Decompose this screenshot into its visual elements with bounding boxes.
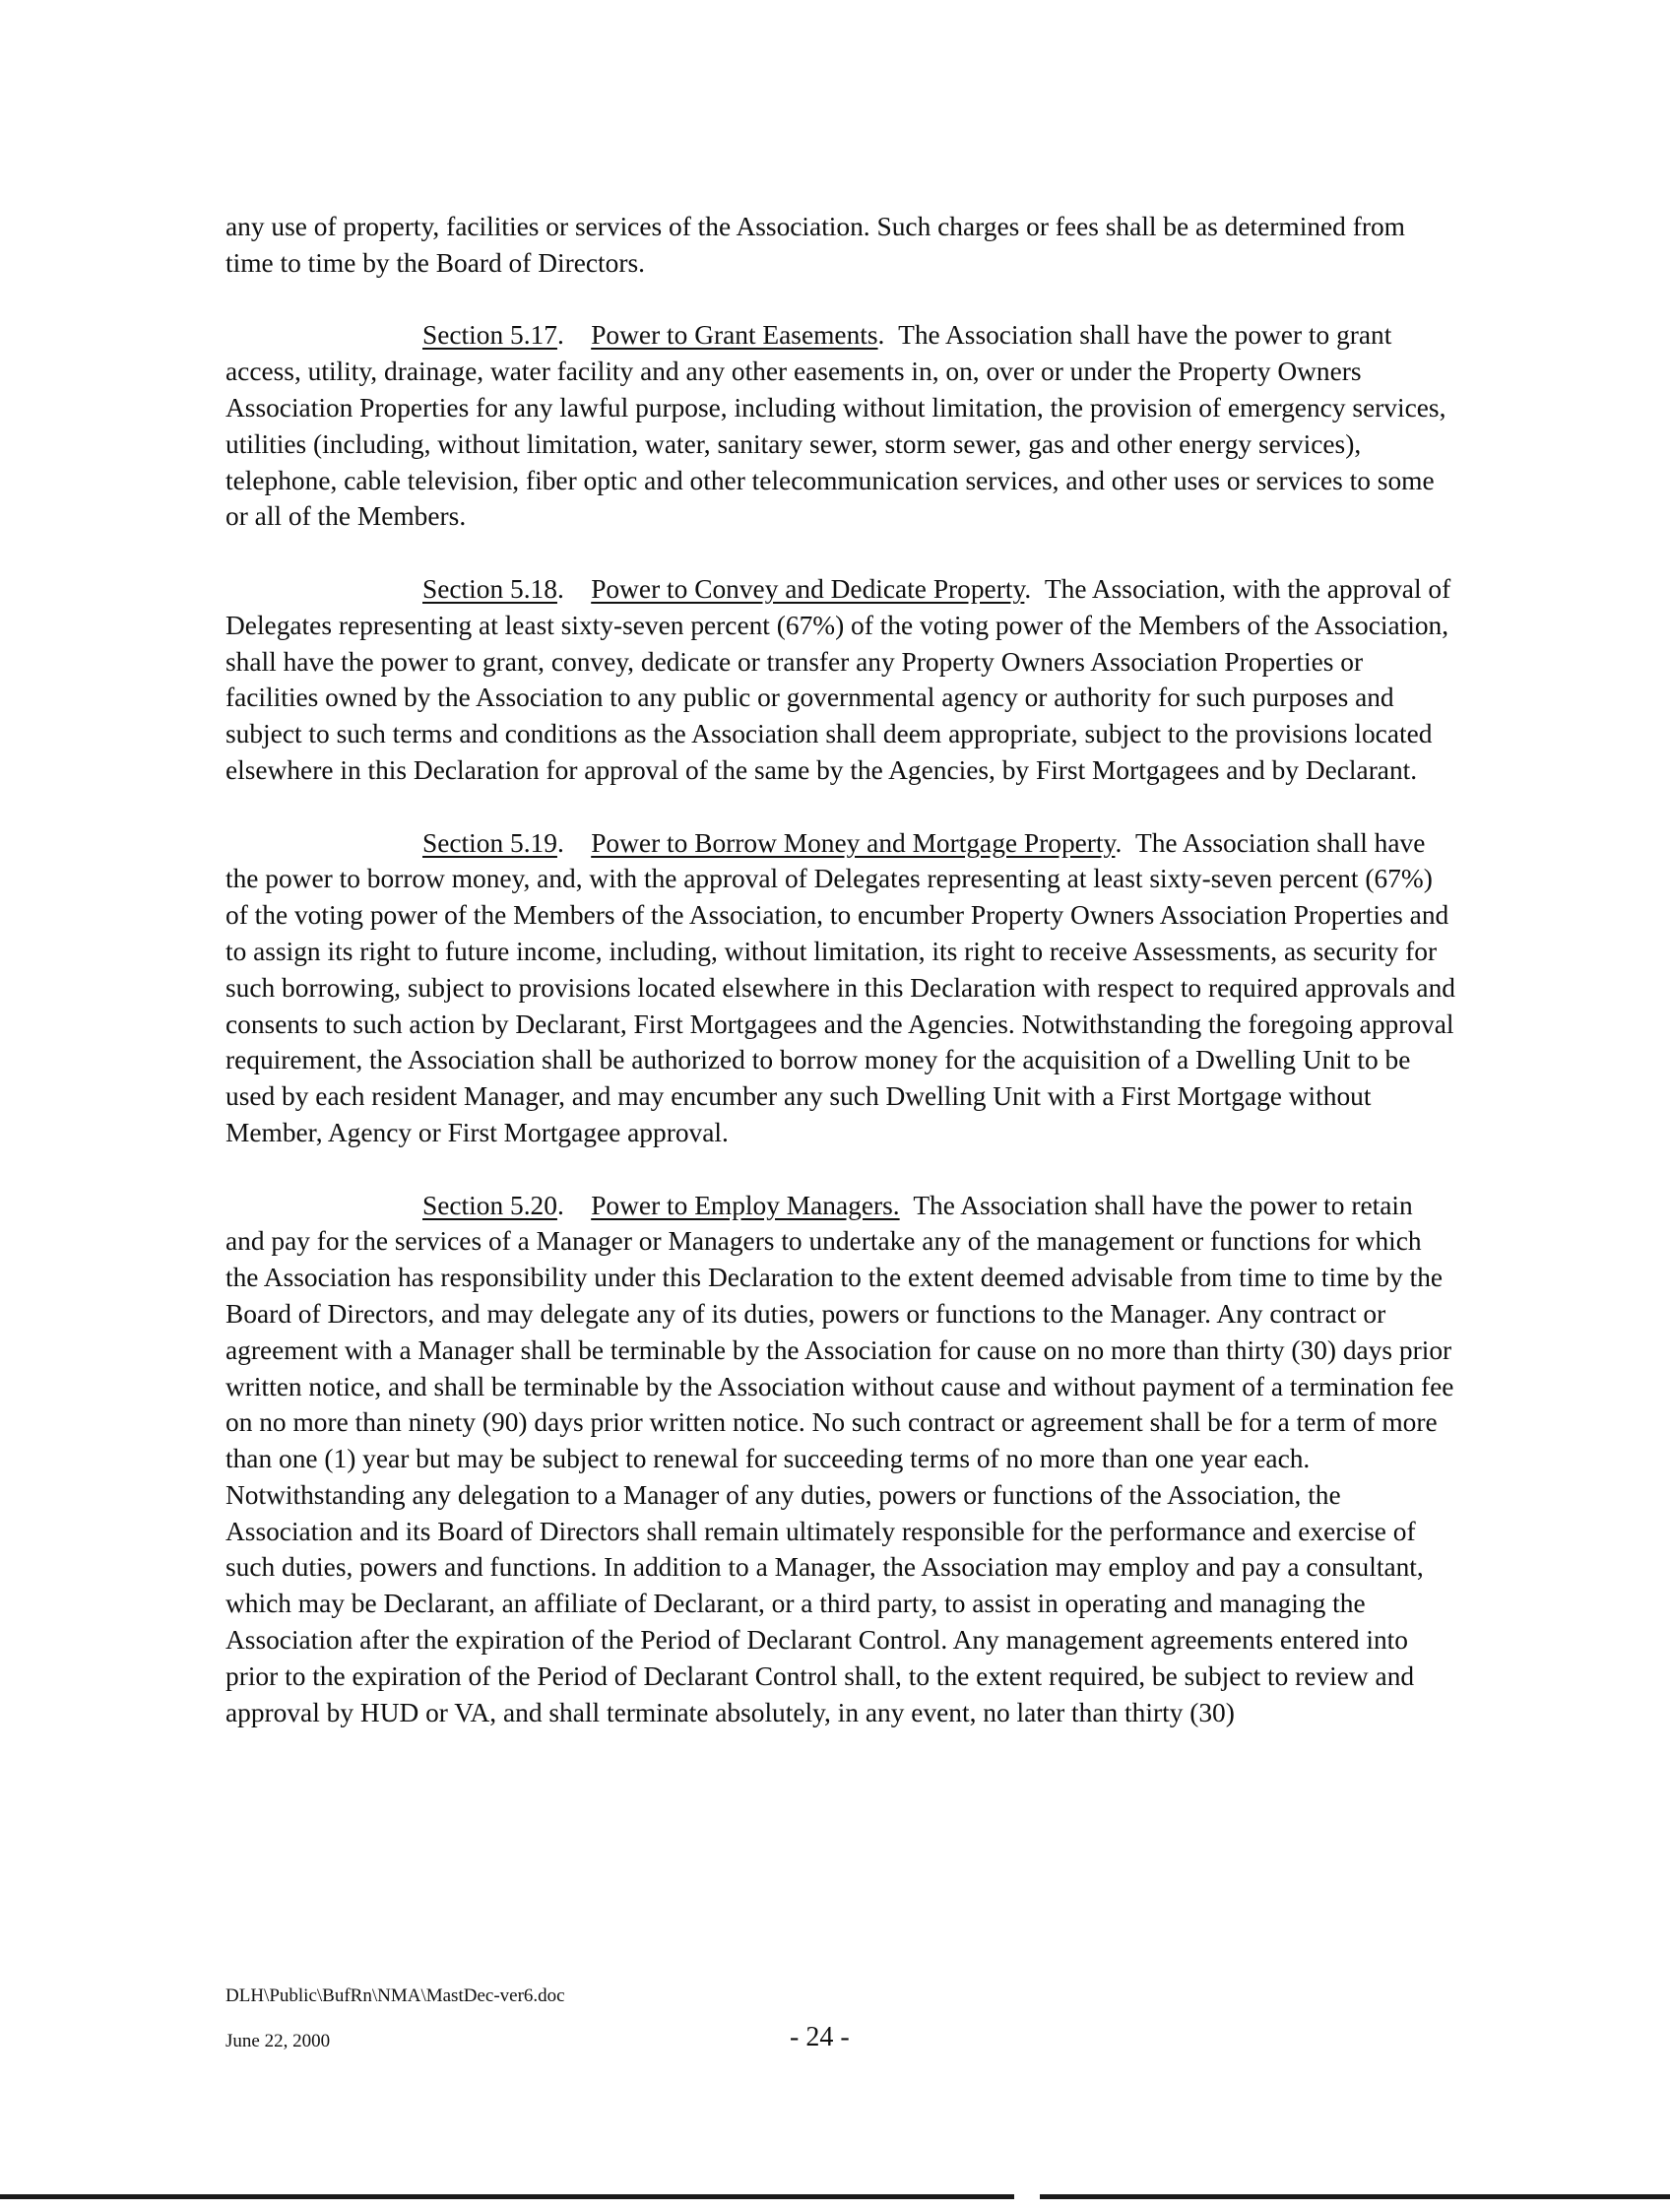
bottom-rule-gap xyxy=(1014,2192,1040,2201)
section-title: Power to Borrow Money and Mortgage Property xyxy=(591,827,1116,858)
section-number: Section 5.18 xyxy=(422,573,557,604)
section-number: Section 5.20 xyxy=(422,1190,557,1220)
section-text: The Association shall have the power to grant access, utility, drainage, water facility and any other easements in, on, over or under the Property Owners Association Properties for any lawful purpose, including without limitation, the provision of emergency services, utilities (including, without limitation, water, sanitary sewer, storm sewer, gas and other energy services), telephone, cable television, fiber optic and other telecommunication services, and other uses or services to some or all of the Members. xyxy=(225,320,1446,532)
document-body xyxy=(225,209,1456,1730)
section-number: Section 5.19 xyxy=(422,827,557,858)
footer-file-path: DLH\Public\BufRn\NMA\MastDec-ver6.doc xyxy=(225,1985,565,2006)
section-title: Power to Convey and Dedicate Property xyxy=(591,573,1025,604)
section-5-18: Section 5.18. Power to Convey and Dedicate Property. The Association, with the approval of Delegates representing at least sixty-seven percent (67%) of the voting power of the Members of the Association, shall have the power to grant, convey, dedicate or transfer any Property Owners Association Properties or facilities owned by the Association to any public or governmental agency or authority for such purposes and subject to such terms and conditions as the Association shall deem appropriate, subject to the provisions located elsewhere in this Declaration for approval of the same by the Agencies, by First Mortgagees and by Declarant. xyxy=(225,573,1451,785)
section-text: The Association, with the approval of Delegates representing at least sixty-seven percent (67%) of the voting power of the Members of the Association, shall have the power to grant, convey, dedicate or transfer any Property Owners Association Properties or facilities owned by the Association to any public or governmental agency or authority for such purposes and subject to such terms and conditions as the Association shall deem appropriate, subject to the provisions located elsewhere in this Declaration for approval of the same by the Agencies, by First Mortgagees and by Declarant. xyxy=(225,573,1451,785)
section-number: Section 5.17 xyxy=(422,320,557,351)
section-5-20: Section 5.20. Power to Employ Managers. The Association shall have the power to retain and pay for the services of a Manager or Managers to undertake any of the management or functions for which the Association has responsibility under this Declaration to the extent deemed advisable from time to time by the Board of Directors, and may delegate any of its duties, powers or functions to the Manager. Any contract or agreement with a Manager shall be terminable by the Association for cause on no more than thirty (30) days prior written notice, and shall be terminable by the Association without cause and without payment of a termination fee on no more than ninety (90) days prior written notice. No such contract or agreement shall be for a term of more than one (1) year but may be subject to renewal for succeeding terms of no more than one year each. Notwithstanding any delegation to a Manager of any duties, powers or functions of the Association, the Association and its Board of Directors shall remain ultimately responsible for the performance and exercise of such duties, powers and functions. In addition to a Manager, the Association may employ and pay a consultant, which may be Declarant, an affiliate of Declarant, or a third party, to assist in operating and managing the Association after the expiration of the Period of Declarant Control. Any management agreements entered into prior to the expiration of the Period of Declarant Control shall, to the extent required, be subject to review and approval by HUD or VA, and shall terminate absolutely, in any event, no later than thirty (30) xyxy=(225,1190,1454,1727)
section-5-17: Section 5.17. Power to Grant Easements. The Association shall have the power to grant access, utility, drainage, water facility and any other easements in, on, over or under the Property Owners Association Properties for any lawful purpose, including without limitation, the provision of emergency services, utilities (including, without limitation, water, sanitary sewer, storm sewer, gas and other energy services), telephone, cable television, fiber optic and other telecommunication services, and other uses or services to some or all of the Members. xyxy=(225,320,1446,532)
section-text: The Association shall have the power to retain and pay for the services of a Manager or Managers to undertake any of the management or functions for which the Association has responsibility under this Declaration to the extent deemed advisable from time to time by the Board of Directors, and may delegate any of its duties, powers or functions to the Manager. Any contract or agreement with a Manager shall be terminable by the Association for cause on no more than thirty (30) days prior written notice, and shall be terminable by the Association without cause and without payment of a termination fee on no more than ninety (90) days prior written notice. No such contract or agreement shall be for a term of more than one (1) year but may be subject to renewal for succeeding terms of no more than one year each. Notwithstanding any delegation to a Manager of any duties, powers or functions of the Association, the Association and its Board of Directors shall remain ultimately responsible for the performance and exercise of such duties, powers and functions. In addition to a Manager, the Association may employ and pay a consultant, which may be Declarant, an affiliate of Declarant, or a third party, to assist in operating and managing the Association after the expiration of the Period of Declarant Control. Any management agreements entered into prior to the expiration of the Period of Declarant Control shall, to the extent required, be subject to review and approval by HUD or VA, and shall terminate absolutely, in any event, no later than thirty (30) xyxy=(225,1190,1454,1727)
section-5-19: Section 5.19. Power to Borrow Money and Mortgage Property. The Association shall have the power to borrow money, and, with the approval of Delegates representing at least sixty-seven percent (67%) of the voting power of the Members of the Association, to encumber Property Owners Association Properties and to assign its right to future income, including, without limitation, its right to receive Assessments, as security for such borrowing, subject to provisions located elsewhere in this Declaration with respect to required approvals and consents to such action by Declarant, First Mortgagees and the Agencies. Notwithstanding the foregoing approval requirement, the Association shall be authorized to borrow money for the acquisition of a Dwelling Unit to be used by each resident Manager, and may encumber any such Dwelling Unit with a First Mortgage without Member, Agency or First Mortgagee approval. xyxy=(225,827,1455,1147)
page-number: - 24 - xyxy=(790,2022,850,2052)
footer-date: June 22, 2000 xyxy=(225,2031,331,2051)
bottom-scan-rule xyxy=(0,2194,1670,2199)
section-text: The Association shall have the power to borrow money, and, with the approval of Delegates representing at least sixty-seven percent (67%) of the voting power of the Members of the Association, to encumber Property Owners Association Properties and to assign its right to future income, including, without limitation, its right to receive Assessments, as security for such borrowing, subject to provisions located elsewhere in this Declaration with respect to required approvals and consents to such action by Declarant, First Mortgagees and the Agencies. Notwithstanding the foregoing approval requirement, the Association shall be authorized to borrow money for the acquisition of a Dwelling Unit to be used by each resident Manager, and may encumber any such Dwelling Unit with a First Mortgage without Member, Agency or First Mortgagee approval. xyxy=(225,827,1455,1147)
section-title: Power to Employ Managers. xyxy=(591,1190,900,1220)
section-title: Power to Grant Easements xyxy=(591,320,878,351)
lead-paragraph: any use of property, facilities or services of the Association. Such charges or fees shall be as determined from time to time by the Board of Directors. xyxy=(225,212,1405,278)
